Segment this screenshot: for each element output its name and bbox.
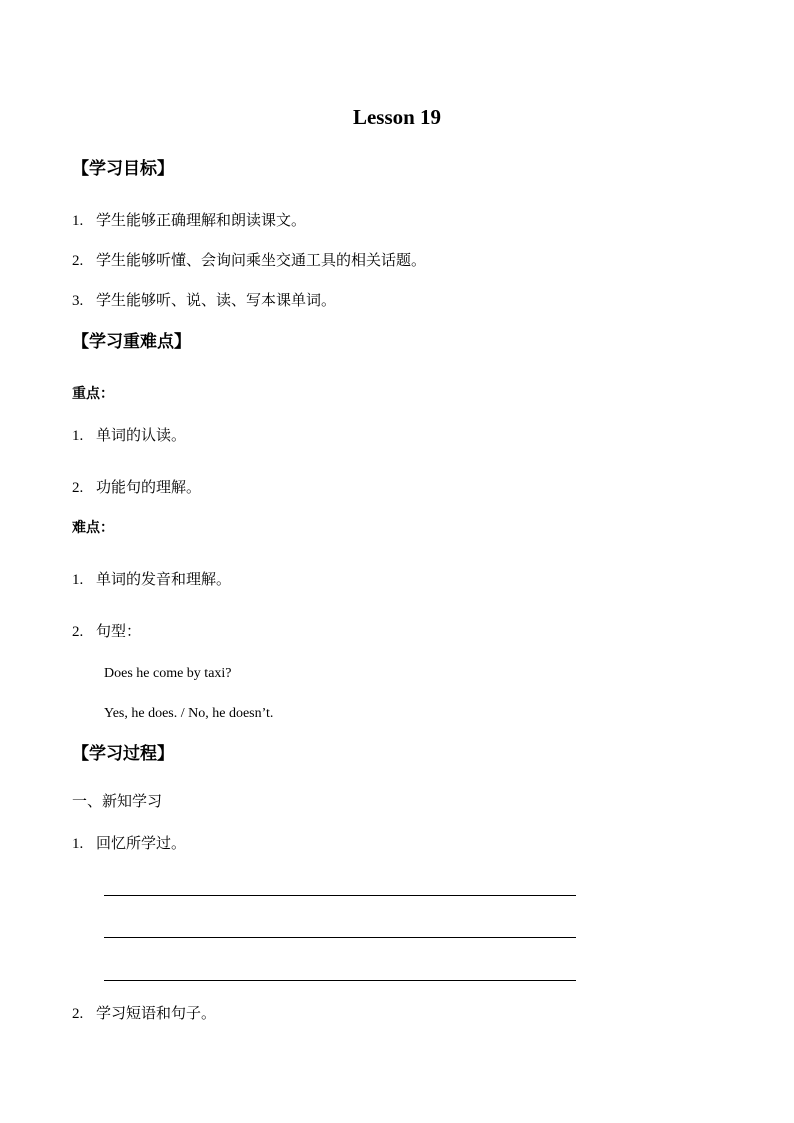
process-part-1: 一、新知学习 — [72, 792, 163, 810]
objective-item-2-text: 学生能够听懂、会询问乘坐交通工具的相关话题。 — [96, 251, 427, 269]
objective-item-3-num: 3. — [72, 293, 84, 309]
objective-item-1-num: 1. — [72, 213, 84, 229]
sentence-question: Does he come by taxi? — [104, 666, 232, 681]
answer-blank-line-1[interactable] — [104, 895, 576, 896]
key-item-2 — [72, 480, 201, 496]
process-item-2 — [72, 1006, 216, 1022]
process-item-2-num: 2. — [72, 1006, 84, 1022]
key-item-1 — [72, 428, 186, 444]
objective-item-2 — [72, 253, 426, 269]
answer-blank-line-3[interactable] — [104, 980, 576, 981]
process-item-2-text: 学习短语和句子。 — [96, 1004, 217, 1022]
difficult-label: 难点： — [72, 520, 114, 536]
objective-item-1 — [72, 213, 306, 229]
key-item-2-text: 功能句的理解。 — [96, 478, 202, 496]
key-item-2-num: 2. — [72, 480, 84, 496]
objective-item-1-text: 学生能够正确理解和朗读课文。 — [96, 211, 307, 229]
process-item-1-text: 回忆所学过。 — [96, 834, 187, 852]
key-item-1-text: 单词的认读。 — [96, 426, 187, 444]
objectives-heading: 【学习目标】 — [72, 159, 174, 179]
difficult-item-2-num: 2. — [72, 624, 84, 640]
sentence-answer: Yes, he does. / No, he doesn’t. — [104, 706, 274, 721]
process-item-1-num: 1. — [72, 836, 84, 852]
key-points-heading: 【学习重难点】 — [72, 332, 191, 352]
process-item-1 — [72, 836, 186, 852]
key-item-1-num: 1. — [72, 428, 84, 444]
lesson-title: Lesson 19 — [352, 105, 442, 129]
difficult-item-1-num: 1. — [72, 572, 84, 588]
key-label: 重点： — [72, 386, 114, 402]
answer-blank-line-2[interactable] — [104, 937, 576, 938]
objective-item-2-num: 2. — [72, 253, 84, 269]
difficult-item-1 — [72, 572, 231, 588]
difficult-item-2-text: 句型： — [96, 622, 142, 640]
difficult-item-2 — [72, 624, 141, 640]
objective-item-3-text: 学生能够听、说、读、写本课单词。 — [96, 291, 337, 309]
process-heading: 【学习过程】 — [72, 744, 174, 764]
objective-item-3 — [72, 293, 336, 309]
difficult-item-1-text: 单词的发音和理解。 — [96, 570, 232, 588]
